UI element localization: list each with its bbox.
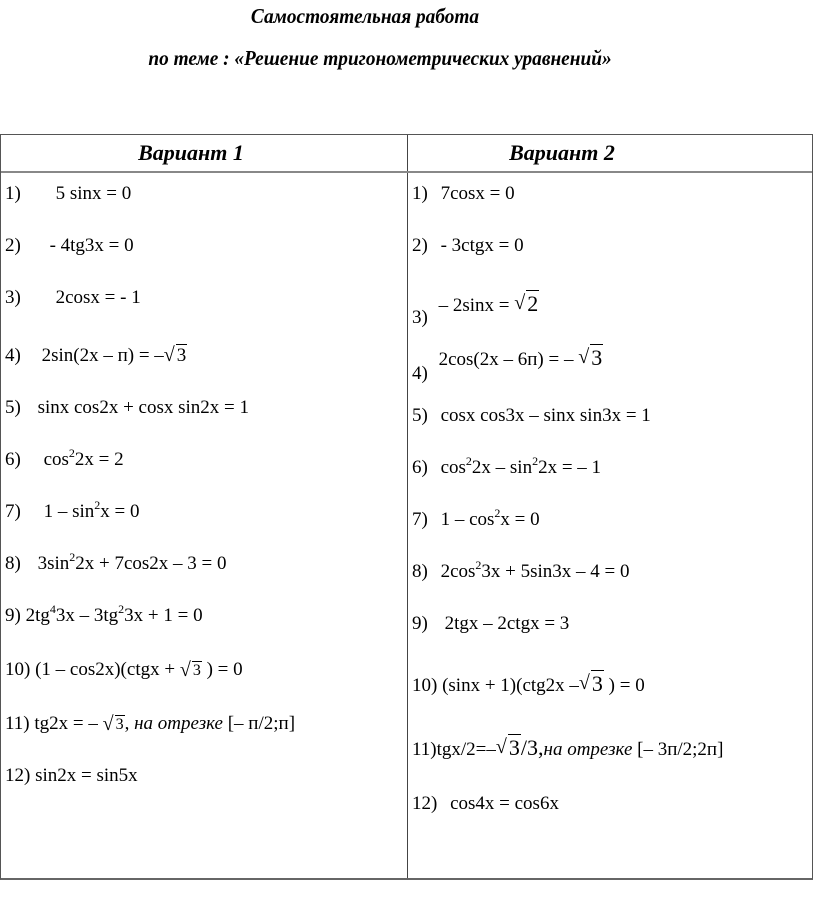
v1-task-4	[5, 345, 187, 367]
task-number: 2)	[5, 235, 21, 256]
task-equation: 7cosx = 0	[440, 183, 515, 204]
task-number: 9)	[412, 613, 428, 634]
sqrt-icon: √ 3	[180, 660, 202, 682]
task-equation: (1 – cos2x)(ctgx + √ 3 ) = 0	[35, 659, 243, 682]
task-equation: 2sin(2x – п) = –√ 3	[42, 345, 188, 367]
task-equation: – 2sinx = √ 2	[439, 293, 540, 317]
sqrt-icon: √ 2	[514, 293, 539, 315]
task-equation: tg2x = – √ 3, на отрезке [– п/2;п]	[34, 713, 295, 736]
v2-task-3	[412, 291, 539, 328]
column-divider	[407, 135, 408, 878]
v2-task-2	[412, 235, 524, 257]
task-equation: $3\sin^22x + 7\cos 2x - 3 = 0$	[37, 550, 227, 574]
task-equation: - 4tg3x = 0	[49, 235, 134, 256]
task-equation: 5 sinx = 0	[55, 183, 132, 204]
task-number: 1)	[412, 183, 428, 204]
task-number: 2)	[412, 235, 428, 256]
sqrt-icon: √ 3	[578, 347, 603, 369]
task-number: 10)	[5, 659, 31, 680]
task-number: 6)	[412, 457, 428, 478]
v2-task-8	[412, 558, 630, 583]
sqrt-icon: √ 3	[103, 714, 125, 736]
header-variant-1: Вариант 1	[138, 140, 244, 165]
task-equation: 2cosx = - 1	[55, 287, 141, 308]
v2-task-7	[412, 506, 540, 531]
task-equation: 2tgx – 2ctgx = 3	[444, 613, 570, 634]
task-equation: sin2x = sin5x	[35, 765, 138, 786]
task-number: 4)	[5, 345, 21, 366]
task-number: 10)	[412, 675, 438, 696]
v2-task-10	[412, 673, 645, 697]
v1-task-10	[5, 659, 243, 682]
v1-task-1	[5, 183, 131, 205]
task-number: 1)	[5, 183, 21, 204]
task-number: 7)	[412, 509, 428, 530]
v2-task-1	[412, 183, 515, 205]
task-equation: $1 - \cos^2x = 0$	[440, 506, 540, 530]
v2-task-5	[412, 405, 651, 427]
task-number: 7)	[5, 501, 21, 522]
task-number: 5)	[5, 397, 21, 418]
sqrt-icon: √ 3	[164, 345, 188, 367]
v1-task-8	[5, 550, 227, 575]
task-equation: cosx cos3x – sinx sin3x = 1	[440, 405, 651, 426]
variants-table	[0, 134, 813, 880]
task-equation: cos4x = cos6x	[450, 793, 559, 814]
task-equation: $1 - \sin^2x = 0$	[43, 498, 140, 522]
v1-task-3	[5, 287, 141, 309]
task-equation: (sinx + 1)(ctg2x –√ 3 ) = 0	[442, 673, 645, 697]
v1-task-6	[5, 446, 124, 471]
task-number: 3)	[5, 287, 21, 308]
task-number: 9)	[5, 605, 21, 626]
v2-task-12	[412, 793, 559, 815]
v1-task-9	[5, 602, 203, 627]
task-equation: 2cos(2x – 6п) = – √ 3	[439, 347, 604, 371]
task-number: 5)	[412, 405, 428, 426]
task-number: 12)	[5, 765, 31, 786]
header-divider	[1, 171, 812, 173]
sqrt-icon: √ 3	[579, 673, 604, 695]
v2-task-4	[412, 345, 603, 384]
v1-task-12	[5, 765, 138, 787]
task-number: 8)	[5, 553, 21, 574]
task-number: 11)	[412, 739, 437, 760]
task-number: 12)	[412, 793, 438, 814]
v1-task-11	[5, 713, 295, 736]
v1-task-2	[5, 235, 134, 257]
task-equation: $\cos^22x = 2$	[43, 446, 124, 470]
document-title: Самостоятельная работа	[250, 4, 480, 28]
task-equation: - 3ctgx = 0	[440, 235, 524, 256]
task-number: 6)	[5, 449, 21, 470]
v1-task-5	[5, 397, 249, 419]
task-equation: tgx/2=–√ 3/3,на отрезке [– 3п/2;2п]	[437, 737, 724, 761]
v2-task-11	[412, 737, 723, 761]
document-subtitle: по теме : «Решение тригонометрических уравнений»	[148, 46, 612, 70]
task-number: 4)	[412, 363, 428, 384]
task-number: 11)	[5, 713, 30, 734]
v2-task-9	[412, 613, 569, 635]
task-equation: $2\cos^23x + 5\sin 3x - 4 = 0$	[440, 558, 630, 582]
v1-task-7	[5, 498, 140, 523]
task-equation: $2tg^43x - 3tg^23x + 1 = 0$	[25, 602, 203, 626]
task-number: 3)	[412, 307, 428, 328]
task-number: 8)	[412, 561, 428, 582]
header-variant-2: Вариант 2	[509, 140, 615, 165]
task-equation: sinx cos2x + cosx sin2x = 1	[37, 397, 250, 418]
sqrt-icon: √ 3	[496, 737, 521, 759]
v2-task-6	[412, 454, 602, 479]
task-equation: $\cos^22x - \sin^22x$ = – 1	[440, 454, 602, 478]
